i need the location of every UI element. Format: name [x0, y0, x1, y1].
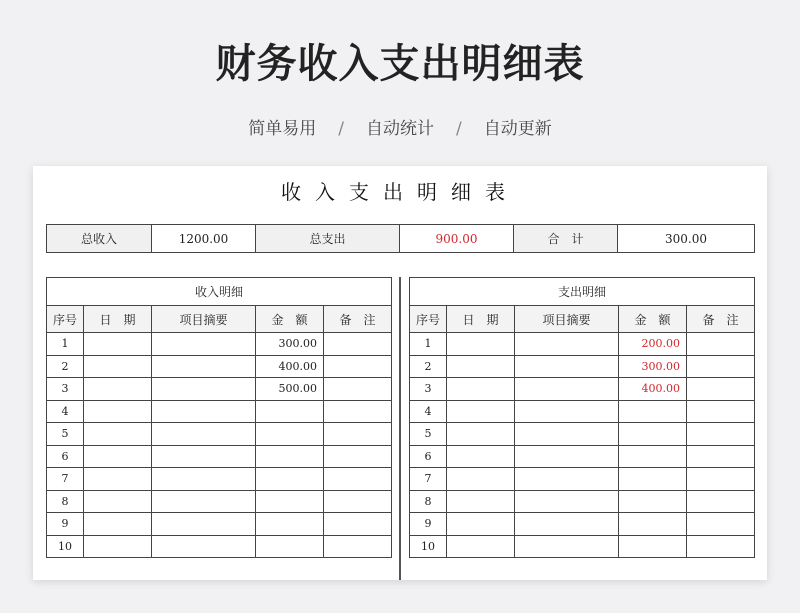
date-cell[interactable]: [447, 535, 515, 558]
summary-cell[interactable]: [515, 355, 619, 378]
amount-cell[interactable]: [619, 423, 687, 446]
table-row: [47, 355, 392, 378]
tagline: [0, 114, 800, 139]
summary-cell[interactable]: [515, 423, 619, 446]
col-header-no: 序号: [47, 306, 84, 333]
note-cell[interactable]: [324, 400, 392, 423]
amount-cell[interactable]: 500.00: [256, 378, 324, 401]
page-headline: 财务收入支出明细表: [215, 41, 585, 87]
row-number-cell: 9: [410, 513, 447, 536]
note-cell[interactable]: [324, 378, 392, 401]
note-cell[interactable]: [324, 445, 392, 468]
table-row: [47, 468, 392, 491]
income-detail-table: [46, 277, 392, 558]
amount-cell[interactable]: [256, 535, 324, 558]
note-cell[interactable]: [687, 535, 755, 558]
note-cell[interactable]: [687, 378, 755, 401]
summary-cell[interactable]: [152, 468, 256, 491]
col-header-date: 日 期: [84, 306, 152, 333]
row-number-cell: 3: [47, 378, 84, 401]
amount-cell[interactable]: [619, 490, 687, 513]
note-cell[interactable]: [687, 490, 755, 513]
note-cell[interactable]: [687, 423, 755, 446]
sheet-title: 收入支出明细表: [281, 180, 519, 204]
summary-cell[interactable]: [515, 535, 619, 558]
col-header-no: 序号: [410, 306, 447, 333]
amount-cell[interactable]: [619, 468, 687, 491]
date-cell[interactable]: [84, 378, 152, 401]
row-number-cell: 5: [410, 423, 447, 446]
table-row: [410, 400, 755, 423]
amount-cell[interactable]: [256, 513, 324, 536]
amount-cell[interactable]: 200.00: [619, 333, 687, 356]
amount-cell[interactable]: [619, 445, 687, 468]
row-number-cell: 8: [410, 490, 447, 513]
col-header-date: 日 期: [447, 306, 515, 333]
amount-cell[interactable]: 300.00: [619, 355, 687, 378]
row-number-cell: 9: [47, 513, 84, 536]
spreadsheet-sheet: [33, 166, 767, 580]
summary-cell[interactable]: [515, 513, 619, 536]
table-row: [410, 333, 755, 356]
col-header-summary: 项目摘要: [515, 306, 619, 333]
note-cell[interactable]: [324, 423, 392, 446]
summary-cell[interactable]: [515, 400, 619, 423]
col-header-note: 备 注: [687, 306, 755, 333]
note-cell[interactable]: [324, 535, 392, 558]
expense-caption: 支出明细: [410, 278, 755, 306]
date-cell[interactable]: [447, 355, 515, 378]
table-row: [47, 378, 392, 401]
note-cell[interactable]: [324, 513, 392, 536]
summary-cell[interactable]: [152, 423, 256, 446]
table-row: [47, 535, 392, 558]
note-cell[interactable]: [324, 355, 392, 378]
table-row: [47, 445, 392, 468]
table-row: [410, 468, 755, 491]
table-row: [410, 355, 755, 378]
date-cell[interactable]: [84, 400, 152, 423]
date-cell[interactable]: [447, 445, 515, 468]
note-cell[interactable]: [324, 490, 392, 513]
row-number-cell: 5: [47, 423, 84, 446]
summary-cell[interactable]: [152, 513, 256, 536]
expense-detail-table: [409, 277, 755, 558]
col-header-summary: 项目摘要: [152, 306, 256, 333]
date-cell[interactable]: [84, 355, 152, 378]
date-cell[interactable]: [84, 333, 152, 356]
note-cell[interactable]: [687, 513, 755, 536]
note-cell[interactable]: [687, 355, 755, 378]
tagline-separator: /: [456, 119, 462, 139]
amount-cell[interactable]: [256, 468, 324, 491]
summary-cell[interactable]: [152, 378, 256, 401]
table-row: [410, 490, 755, 513]
row-number-cell: 2: [410, 355, 447, 378]
row-number-cell: 4: [410, 400, 447, 423]
amount-cell[interactable]: [619, 400, 687, 423]
col-header-note: 备 注: [324, 306, 392, 333]
amount-cell[interactable]: [256, 423, 324, 446]
table-row: [410, 423, 755, 446]
date-cell[interactable]: [447, 423, 515, 446]
col-header-amount: 金 额: [619, 306, 687, 333]
row-number-cell: 2: [47, 355, 84, 378]
note-cell[interactable]: [687, 400, 755, 423]
summary-cell[interactable]: [152, 490, 256, 513]
row-number-cell: 4: [47, 400, 84, 423]
amount-cell[interactable]: [256, 400, 324, 423]
date-cell[interactable]: [84, 513, 152, 536]
note-cell[interactable]: [687, 468, 755, 491]
date-cell[interactable]: [447, 378, 515, 401]
summary-cell[interactable]: [152, 333, 256, 356]
summary-cell[interactable]: [515, 468, 619, 491]
amount-cell[interactable]: 400.00: [619, 378, 687, 401]
date-cell[interactable]: [84, 535, 152, 558]
note-cell[interactable]: [687, 445, 755, 468]
total-balance-label: 合 计: [514, 225, 618, 253]
row-number-cell: 8: [47, 490, 84, 513]
date-cell[interactable]: [84, 423, 152, 446]
note-cell[interactable]: [324, 468, 392, 491]
date-cell[interactable]: [84, 490, 152, 513]
date-cell[interactable]: [447, 490, 515, 513]
date-cell[interactable]: [447, 513, 515, 536]
note-cell[interactable]: [324, 333, 392, 356]
row-number-cell: 1: [47, 333, 84, 356]
amount-cell[interactable]: [619, 513, 687, 536]
summary-cell[interactable]: [515, 378, 619, 401]
row-number-cell: 6: [410, 445, 447, 468]
row-number-cell: 6: [47, 445, 84, 468]
summary-cell[interactable]: [152, 400, 256, 423]
table-row: [410, 535, 755, 558]
date-cell[interactable]: [84, 468, 152, 491]
table-row: [410, 513, 755, 536]
total-expense-cell[interactable]: 900.00: [400, 225, 514, 253]
tagline-separator: /: [338, 119, 344, 139]
table-row: [410, 378, 755, 401]
row-number-cell: 10: [47, 535, 84, 558]
amount-cell[interactable]: [619, 535, 687, 558]
date-cell[interactable]: [447, 333, 515, 356]
summary-cell[interactable]: [152, 355, 256, 378]
table-row: [47, 400, 392, 423]
total-expense-label: 总支出: [256, 225, 400, 253]
summary-table: [46, 224, 755, 253]
row-number-cell: 1: [410, 333, 447, 356]
summary-cell[interactable]: [515, 445, 619, 468]
total-income-cell[interactable]: 1200.00: [152, 225, 256, 253]
summary-cell[interactable]: [515, 490, 619, 513]
table-row: [47, 333, 392, 356]
date-cell[interactable]: [447, 468, 515, 491]
table-row: [47, 513, 392, 536]
tagline-item: 自动统计: [366, 119, 434, 139]
panel-divider: [399, 277, 401, 580]
tagline-item: 简单易用: [248, 119, 317, 139]
income-caption: 收入明细: [47, 278, 392, 306]
total-income-label: 总收入: [47, 225, 152, 253]
amount-cell[interactable]: 300.00: [256, 333, 324, 356]
col-header-amount: 金 额: [256, 306, 324, 333]
summary-cell[interactable]: [152, 535, 256, 558]
amount-cell[interactable]: [256, 490, 324, 513]
table-row: [47, 423, 392, 446]
row-number-cell: 10: [410, 535, 447, 558]
table-row: [47, 490, 392, 513]
amount-cell[interactable]: 400.00: [256, 355, 324, 378]
note-cell[interactable]: [687, 333, 755, 356]
date-cell[interactable]: [447, 400, 515, 423]
total-balance-cell[interactable]: 300.00: [618, 225, 755, 253]
date-cell[interactable]: [84, 445, 152, 468]
tagline-item: 自动更新: [483, 119, 552, 139]
summary-cell[interactable]: [152, 445, 256, 468]
summary-cell[interactable]: [515, 333, 619, 356]
amount-cell[interactable]: [256, 445, 324, 468]
table-row: [410, 445, 755, 468]
row-number-cell: 7: [410, 468, 447, 491]
row-number-cell: 7: [47, 468, 84, 491]
row-number-cell: 3: [410, 378, 447, 401]
